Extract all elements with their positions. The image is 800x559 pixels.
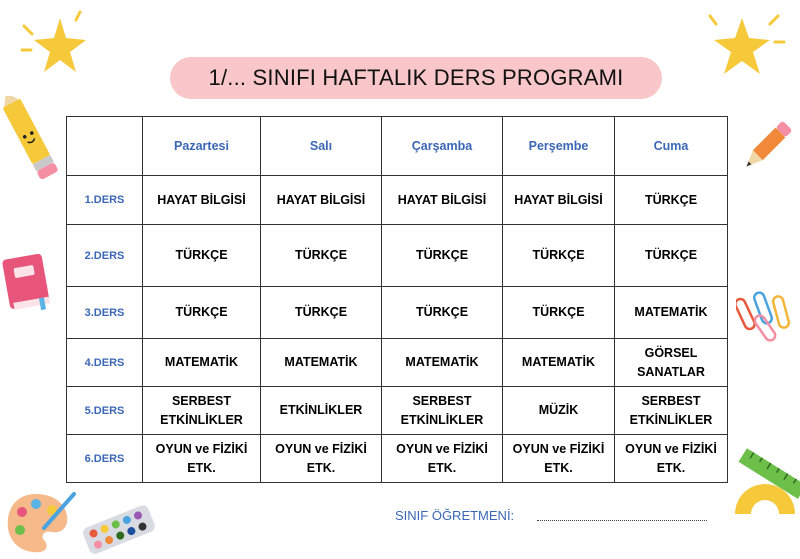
subject-cell: SERBEST ETKİNLİKLER: [615, 387, 728, 435]
title-banner: [170, 57, 662, 99]
period-label: 6.DERS: [67, 435, 143, 483]
subject-cell: OYUN ve FİZİKİ ETK.: [615, 435, 728, 483]
subject-cell: SERBEST ETKİNLİKLER: [143, 387, 261, 435]
day-header: Pazartesi: [143, 117, 261, 176]
subject-cell: MÜZİK: [503, 387, 615, 435]
table-row: [67, 287, 728, 339]
subject-cell: MATEMATİK: [382, 339, 503, 387]
schedule-table: [66, 116, 728, 483]
subject-cell: TÜRKÇE: [261, 225, 382, 287]
day-header: Çarşamba: [382, 117, 503, 176]
subject-cell: TÜRKÇE: [382, 225, 503, 287]
table-row: [67, 387, 728, 435]
day-header: Salı: [261, 117, 382, 176]
page-title: 1/... SINIFI HAFTALIK DERS PROGRAMI: [208, 65, 624, 90]
subject-cell: OYUN ve FİZİKİ ETK.: [503, 435, 615, 483]
subject-cell: GÖRSEL SANATLAR: [615, 339, 728, 387]
table-row: [67, 339, 728, 387]
subject-cell: OYUN ve FİZİKİ ETK.: [143, 435, 261, 483]
star-icon: [14, 6, 94, 86]
subject-cell: TÜRKÇE: [261, 287, 382, 339]
subject-cell: TÜRKÇE: [143, 225, 261, 287]
subject-cell: MATEMATİK: [615, 287, 728, 339]
subject-cell: HAYAT BİLGİSİ: [503, 176, 615, 225]
subject-cell: MATEMATİK: [143, 339, 261, 387]
period-label: 2.DERS: [67, 225, 143, 287]
signature-line: [537, 520, 707, 521]
subject-cell: TÜRKÇE: [503, 225, 615, 287]
paperclip-icon: [736, 288, 798, 346]
day-header: Perşembe: [503, 117, 615, 176]
subject-cell: OYUN ve FİZİKİ ETK.: [261, 435, 382, 483]
ruler-icon: [727, 448, 800, 518]
subject-cell: HAYAT BİLGİSİ: [261, 176, 382, 225]
period-label: 3.DERS: [67, 287, 143, 339]
teacher-label: SINIF ÖĞRETMENİ:: [395, 508, 515, 523]
table-row: [67, 225, 728, 287]
subject-cell: HAYAT BİLGİSİ: [143, 176, 261, 225]
subject-cell: TÜRKÇE: [503, 287, 615, 339]
subject-cell: MATEMATİK: [261, 339, 382, 387]
watercolor-icon: [80, 500, 156, 558]
subject-cell: HAYAT BİLGİSİ: [382, 176, 503, 225]
header-row: [67, 117, 728, 176]
book-icon: [0, 250, 56, 314]
subject-cell: TÜRKÇE: [615, 225, 728, 287]
palette-icon: [4, 488, 76, 558]
day-header: Cuma: [615, 117, 728, 176]
subject-cell: ETKİNLİKLER: [261, 387, 382, 435]
table-row: [67, 435, 728, 483]
table-row: [67, 176, 728, 225]
star-icon: [700, 2, 796, 92]
pencil-icon: [2, 96, 62, 188]
corner-cell: [67, 117, 143, 176]
subject-cell: SERBEST ETKİNLİKLER: [382, 387, 503, 435]
subject-cell: TÜRKÇE: [143, 287, 261, 339]
pencil-icon: [736, 115, 798, 177]
subject-cell: OYUN ve FİZİKİ ETK.: [382, 435, 503, 483]
period-label: 5.DERS: [67, 387, 143, 435]
period-label: 4.DERS: [67, 339, 143, 387]
subject-cell: TÜRKÇE: [382, 287, 503, 339]
period-label: 1.DERS: [67, 176, 143, 225]
subject-cell: TÜRKÇE: [615, 176, 728, 225]
subject-cell: MATEMATİK: [503, 339, 615, 387]
